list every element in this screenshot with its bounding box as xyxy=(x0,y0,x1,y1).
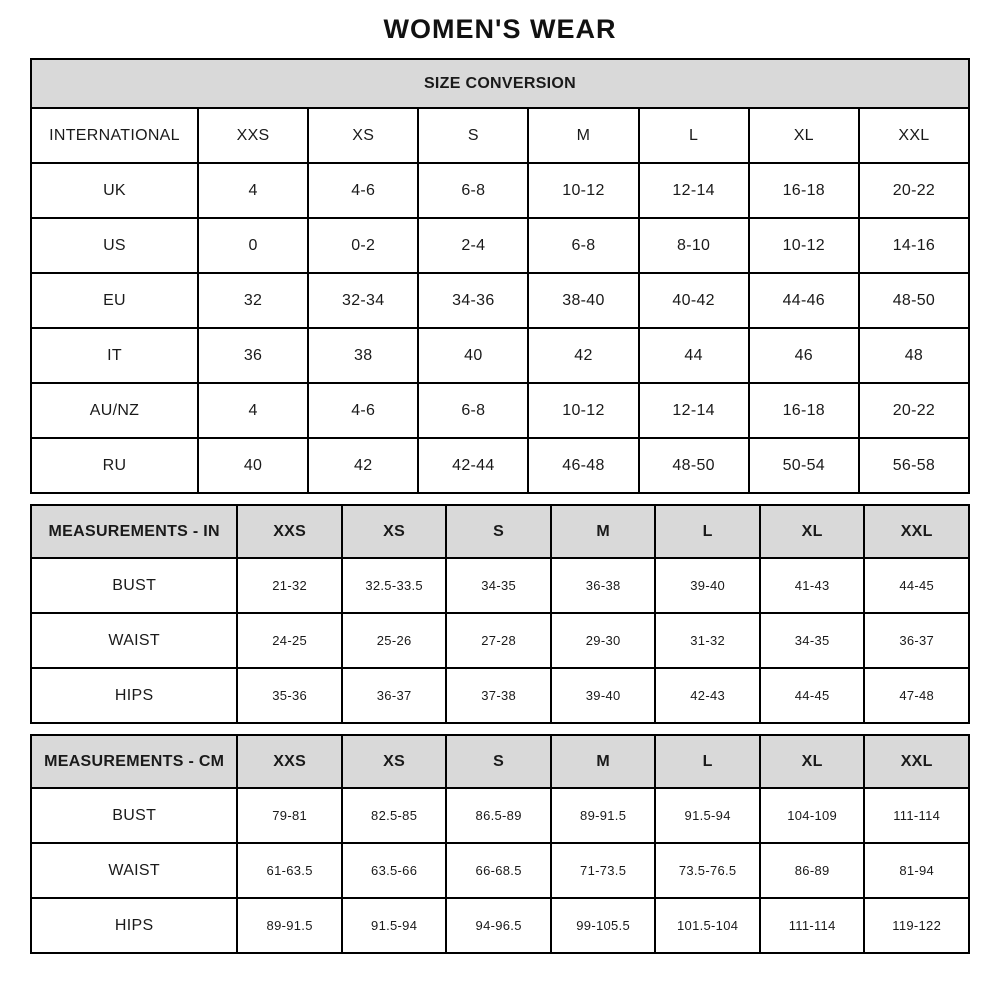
size-column-header: L xyxy=(655,505,760,558)
value-cell: 6-8 xyxy=(418,163,528,218)
row-label-cell: WAIST xyxy=(31,613,237,668)
size-column-header: XS xyxy=(308,108,418,163)
value-cell: 86.5-89 xyxy=(446,788,551,843)
table-label-header: MEASUREMENTS - IN xyxy=(31,505,237,558)
value-cell: 44 xyxy=(639,328,749,383)
value-cell: 40 xyxy=(418,328,528,383)
value-cell: 39-40 xyxy=(551,668,656,723)
value-cell: 56-58 xyxy=(859,438,969,493)
page-title: WOMEN'S WEAR xyxy=(383,14,617,44)
value-cell: 25-26 xyxy=(342,613,447,668)
size-column-header: M xyxy=(528,108,638,163)
table-banner-row xyxy=(31,59,969,108)
table-row xyxy=(31,898,969,953)
value-cell: 10-12 xyxy=(528,383,638,438)
value-cell: 10-12 xyxy=(749,218,859,273)
value-cell: 46 xyxy=(749,328,859,383)
value-cell: 0-2 xyxy=(308,218,418,273)
size-column-header: XXS xyxy=(237,735,342,788)
measurements-cm-table xyxy=(30,734,970,954)
size-column-header: M xyxy=(551,735,656,788)
value-cell: 91.5-94 xyxy=(655,788,760,843)
value-cell: 48 xyxy=(859,328,969,383)
value-cell: 40 xyxy=(198,438,308,493)
value-cell: 99-105.5 xyxy=(551,898,656,953)
value-cell: 24-25 xyxy=(237,613,342,668)
measurements-in-table xyxy=(30,504,970,724)
value-cell: 104-109 xyxy=(760,788,865,843)
value-cell: 21-32 xyxy=(237,558,342,613)
table-row xyxy=(31,668,969,723)
column-header-row xyxy=(31,505,969,558)
value-cell: 10-12 xyxy=(528,163,638,218)
table-row xyxy=(31,613,969,668)
row-label-cell: BUST xyxy=(31,788,237,843)
table-row xyxy=(31,328,969,383)
value-cell: 42-44 xyxy=(418,438,528,493)
value-cell: 38-40 xyxy=(528,273,638,328)
value-cell: 16-18 xyxy=(749,383,859,438)
value-cell: 36-38 xyxy=(551,558,656,613)
value-cell: 119-122 xyxy=(864,898,969,953)
size-column-header: XS xyxy=(342,505,447,558)
row-label-cell: EU xyxy=(31,273,198,328)
value-cell: 48-50 xyxy=(859,273,969,328)
row-label-cell: AU/NZ xyxy=(31,383,198,438)
value-cell: 82.5-85 xyxy=(342,788,447,843)
value-cell: 42 xyxy=(528,328,638,383)
value-cell: 2-4 xyxy=(418,218,528,273)
value-cell: 42-43 xyxy=(655,668,760,723)
table-row xyxy=(31,843,969,898)
row-label-cell: HIPS xyxy=(31,668,237,723)
row-label-cell: WAIST xyxy=(31,843,237,898)
value-cell: 50-54 xyxy=(749,438,859,493)
table-row xyxy=(31,273,969,328)
size-column-header: S xyxy=(446,505,551,558)
value-cell: 61-63.5 xyxy=(237,843,342,898)
row-label-cell: US xyxy=(31,218,198,273)
value-cell: 4 xyxy=(198,163,308,218)
value-cell: 79-81 xyxy=(237,788,342,843)
table-row xyxy=(31,218,969,273)
value-cell: 32-34 xyxy=(308,273,418,328)
size-conversion-table xyxy=(30,58,970,494)
value-cell: 36-37 xyxy=(864,613,969,668)
value-cell: 111-114 xyxy=(864,788,969,843)
value-cell: 41-43 xyxy=(760,558,865,613)
size-column-header: XXS xyxy=(237,505,342,558)
value-cell: 73.5-76.5 xyxy=(655,843,760,898)
value-cell: 0 xyxy=(198,218,308,273)
value-cell: 89-91.5 xyxy=(551,788,656,843)
value-cell: 46-48 xyxy=(528,438,638,493)
value-cell: 44-46 xyxy=(749,273,859,328)
size-column-header: XXS xyxy=(198,108,308,163)
value-cell: 36 xyxy=(198,328,308,383)
value-cell: 12-14 xyxy=(639,383,749,438)
value-cell: 47-48 xyxy=(864,668,969,723)
value-cell: 111-114 xyxy=(760,898,865,953)
table-row xyxy=(31,383,969,438)
value-cell: 89-91.5 xyxy=(237,898,342,953)
value-cell: 42 xyxy=(308,438,418,493)
column-header-row xyxy=(31,735,969,788)
value-cell: 20-22 xyxy=(859,163,969,218)
size-column-header: XS xyxy=(342,735,447,788)
value-cell: 39-40 xyxy=(655,558,760,613)
table-banner: SIZE CONVERSION xyxy=(31,59,969,108)
value-cell: 12-14 xyxy=(639,163,749,218)
value-cell: 40-42 xyxy=(639,273,749,328)
value-cell: 101.5-104 xyxy=(655,898,760,953)
value-cell: 86-89 xyxy=(760,843,865,898)
value-cell: 34-35 xyxy=(446,558,551,613)
value-cell: 4 xyxy=(198,383,308,438)
table-row xyxy=(31,788,969,843)
size-column-header: L xyxy=(639,108,749,163)
value-cell: 66-68.5 xyxy=(446,843,551,898)
value-cell: 37-38 xyxy=(446,668,551,723)
row-label-cell: RU xyxy=(31,438,198,493)
row-label-cell: UK xyxy=(31,163,198,218)
row-label-cell: BUST xyxy=(31,558,237,613)
value-cell: 81-94 xyxy=(864,843,969,898)
row-label-cell: HIPS xyxy=(31,898,237,953)
value-cell: 63.5-66 xyxy=(342,843,447,898)
value-cell: 31-32 xyxy=(655,613,760,668)
value-cell: 36-37 xyxy=(342,668,447,723)
value-cell: 38 xyxy=(308,328,418,383)
value-cell: 71-73.5 xyxy=(551,843,656,898)
size-column-header: M xyxy=(551,505,656,558)
size-column-header: XXL xyxy=(859,108,969,163)
table-label-header: MEASUREMENTS - CM xyxy=(31,735,237,788)
value-cell: 44-45 xyxy=(864,558,969,613)
size-column-header: XXL xyxy=(864,735,969,788)
value-cell: 34-36 xyxy=(418,273,528,328)
size-column-header: L xyxy=(655,735,760,788)
value-cell: 4-6 xyxy=(308,383,418,438)
value-cell: 94-96.5 xyxy=(446,898,551,953)
size-column-header: S xyxy=(418,108,528,163)
table-row xyxy=(31,163,969,218)
column-header-row xyxy=(31,108,969,163)
value-cell: 20-22 xyxy=(859,383,969,438)
table-row xyxy=(31,438,969,493)
value-cell: 32 xyxy=(198,273,308,328)
table-label-header: INTERNATIONAL xyxy=(31,108,198,163)
value-cell: 34-35 xyxy=(760,613,865,668)
value-cell: 6-8 xyxy=(528,218,638,273)
value-cell: 16-18 xyxy=(749,163,859,218)
size-column-header: S xyxy=(446,735,551,788)
value-cell: 48-50 xyxy=(639,438,749,493)
value-cell: 4-6 xyxy=(308,163,418,218)
value-cell: 6-8 xyxy=(418,383,528,438)
size-column-header: XL xyxy=(760,505,865,558)
value-cell: 44-45 xyxy=(760,668,865,723)
size-column-header: XL xyxy=(749,108,859,163)
size-column-header: XXL xyxy=(864,505,969,558)
value-cell: 29-30 xyxy=(551,613,656,668)
value-cell: 8-10 xyxy=(639,218,749,273)
row-label-cell: IT xyxy=(31,328,198,383)
value-cell: 32.5-33.5 xyxy=(342,558,447,613)
value-cell: 27-28 xyxy=(446,613,551,668)
table-row xyxy=(31,558,969,613)
value-cell: 35-36 xyxy=(237,668,342,723)
size-column-header: XL xyxy=(760,735,865,788)
value-cell: 14-16 xyxy=(859,218,969,273)
value-cell: 91.5-94 xyxy=(342,898,447,953)
